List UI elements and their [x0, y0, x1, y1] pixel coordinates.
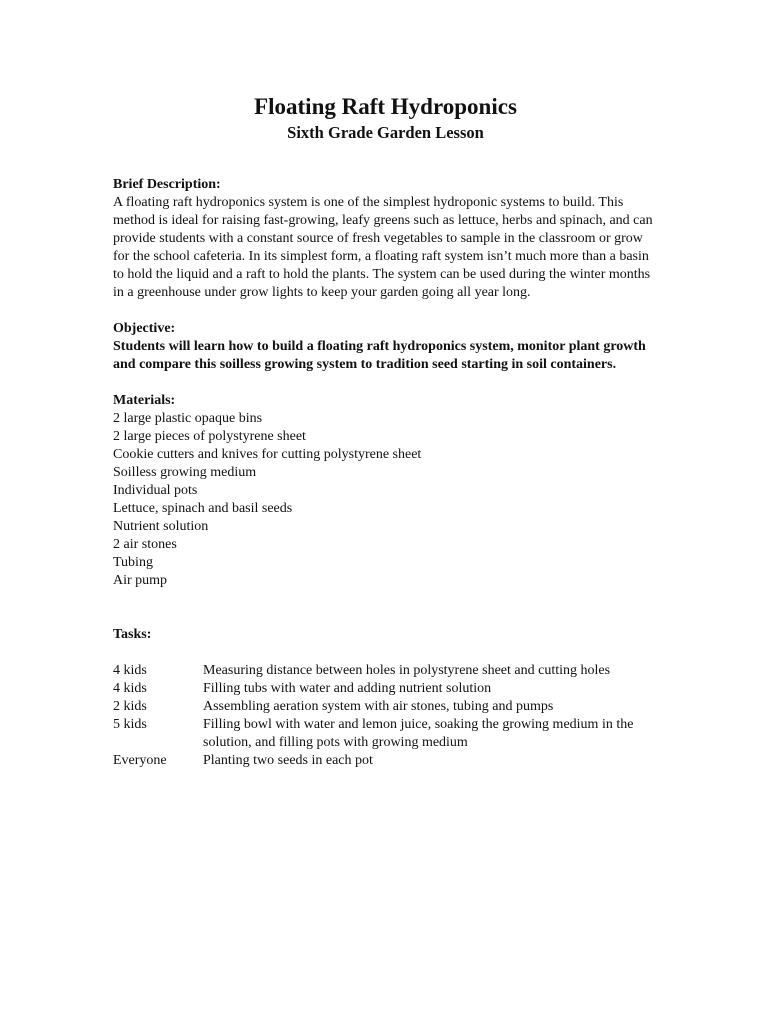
- materials-item: 2 large plastic opaque bins: [113, 411, 263, 426]
- task-description: Measuring distance between holes in polystyrene sheet and cutting holes: [203, 663, 611, 678]
- materials-item: Air pump: [113, 573, 168, 588]
- brief-description-heading: Brief Description:: [113, 177, 221, 192]
- tasks-heading: Tasks:: [113, 627, 152, 642]
- materials-item: Soilless growing medium: [113, 465, 257, 480]
- task-row: [113, 698, 658, 716]
- document-subtitle: Sixth Grade Garden Lesson: [287, 123, 484, 142]
- materials-item: Tubing: [113, 555, 153, 570]
- materials-item: Individual pots: [113, 483, 198, 498]
- task-description: Filling bowl with water and lemon juice, soaking the growing medium in the solution, and filling pots with growing medium: [203, 717, 634, 750]
- task-description: Assembling aeration system with air stones, tubing and pumps: [203, 699, 554, 714]
- task-row: [113, 716, 658, 752]
- materials-item: 2 large pieces of polystyrene sheet: [113, 429, 306, 444]
- task-row: [113, 680, 658, 698]
- materials-item: 2 air stones: [113, 537, 177, 552]
- document-page: [113, 92, 658, 770]
- materials-item: Cookie cutters and knives for cutting polystyrene sheet: [113, 447, 422, 462]
- task-group: 5 kids: [113, 717, 147, 732]
- materials-item: Lettuce, spinach and basil seeds: [113, 501, 293, 516]
- task-description: Filling tubs with water and adding nutrient solution: [203, 681, 492, 696]
- task-description: Planting two seeds in each pot: [203, 753, 373, 768]
- task-row: [113, 752, 658, 770]
- objective-text: Students will learn how to build a floating raft hydroponics system, monitor plant growth and compare this soilless growing system to tradition seed starting in soil containers.: [113, 339, 646, 372]
- document-title: Floating Raft Hydroponics: [254, 94, 517, 119]
- task-group: 4 kids: [113, 681, 147, 696]
- materials-item: Nutrient solution: [113, 519, 209, 534]
- brief-description-text: A floating raft hydroponics system is one of the simplest hydroponic systems to build. This method is ideal for raising fast-growing, leafy greens such as lettuce, herbs and spinach, and can provide students with a constant source of fresh vegetables to sample in the classroom or grow for the school cafeteria. In its simplest form, a floating raft system isn’t much more than a basin to hold the liquid and a raft to hold the plants. The system can be used during the winter months in a greenhouse under grow lights to keep your garden going all year long.: [113, 195, 653, 300]
- task-group: 2 kids: [113, 699, 147, 714]
- materials-list: [113, 410, 658, 590]
- task-group: 4 kids: [113, 663, 147, 678]
- objective-heading: Objective:: [113, 321, 176, 336]
- task-row: [113, 662, 658, 680]
- task-group: Everyone: [113, 753, 167, 768]
- materials-heading: Materials:: [113, 393, 176, 408]
- tasks-table: [113, 662, 658, 770]
